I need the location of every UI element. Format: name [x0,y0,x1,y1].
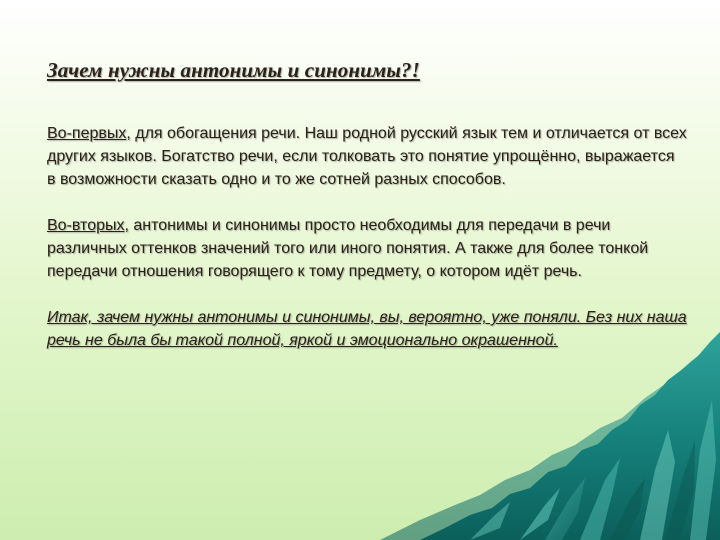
slide-content [47,56,687,352]
paragraph-conclusion: Итак, зачем нужны антонимы и синонимы, вы, вероятно, уже поняли. Без них наша речь не была бы такой полной, яркой и эмоционально окрашенной. [47,309,687,349]
paragraph-second-lead: Во-вторых [47,217,125,234]
slide-title: Зачем нужны антонимы и синонимы?! [47,58,420,82]
paragraph-second-text: , антонимы и синонимы просто необходимы для передачи в речи различных оттенков значений того или иного понятия. А также для более тонкой передачи отношения говорящего к тому предмету, о котором идёт речь. [47,217,649,280]
paragraph-first-text: , для обогащения речи. Наш родной русский язык тем и отличается от всех других языков. Богатство речи, если толковать это понятие упрощённо, выражается в возможности сказать одно и то же сотней разных способов. [47,125,687,188]
paragraph-first-lead: Во-первых [47,125,127,142]
paragraph-first [47,122,687,191]
paragraph-second [47,214,687,283]
